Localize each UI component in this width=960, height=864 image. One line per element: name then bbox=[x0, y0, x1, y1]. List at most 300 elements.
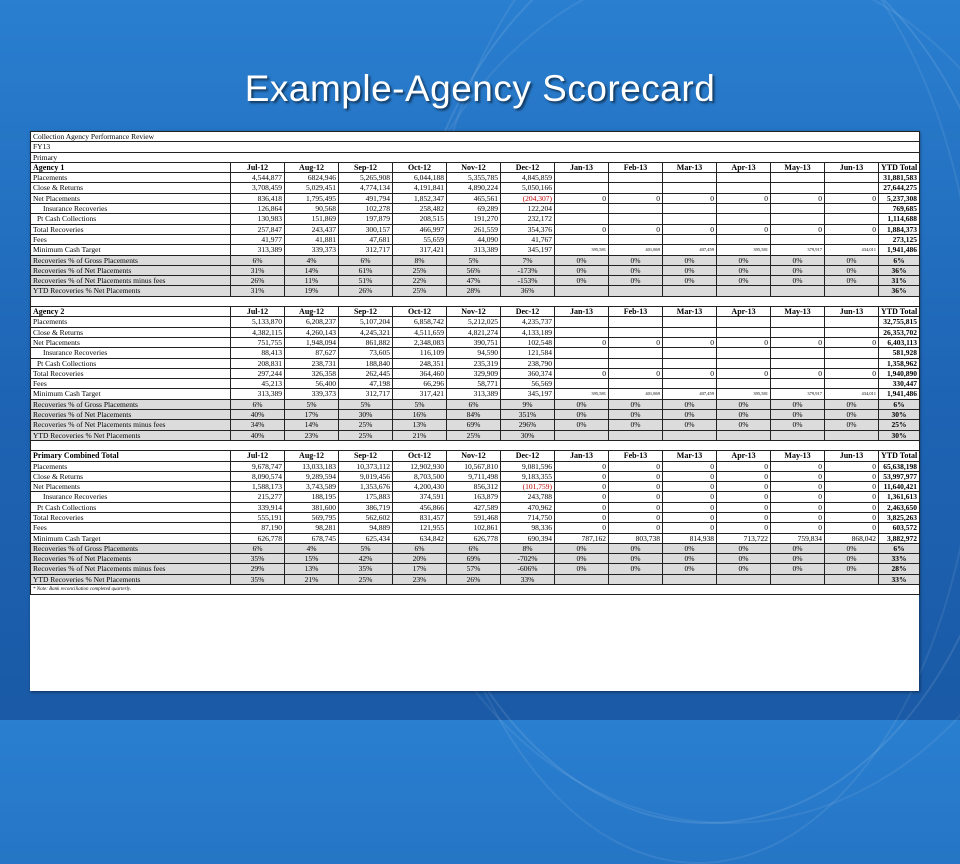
table-cell: 0 bbox=[609, 471, 663, 481]
table-cell: -153% bbox=[501, 276, 555, 286]
table-cell: 0% bbox=[825, 420, 879, 430]
table-cell: 407,459 bbox=[663, 245, 717, 255]
table-row bbox=[31, 502, 920, 512]
table-cell bbox=[663, 286, 717, 296]
table-cell: 0 bbox=[663, 368, 717, 378]
table-cell: 0 bbox=[717, 523, 771, 533]
table-cell bbox=[825, 574, 879, 584]
table-cell: 4,260,143 bbox=[285, 327, 339, 337]
table-cell: 47,681 bbox=[339, 234, 393, 244]
table-row bbox=[31, 523, 920, 533]
table-cell: 0 bbox=[717, 368, 771, 378]
table-cell: 53,997,977 bbox=[879, 471, 920, 481]
table-cell: 191,270 bbox=[447, 214, 501, 224]
table-row bbox=[31, 286, 920, 296]
month-header: May-13 bbox=[771, 451, 825, 461]
table-cell: 0% bbox=[771, 399, 825, 409]
month-header: Sep-12 bbox=[339, 162, 393, 172]
table-cell bbox=[717, 286, 771, 296]
table-cell: 831,457 bbox=[393, 512, 447, 522]
table-cell: 34% bbox=[231, 420, 285, 430]
table-cell: 4,845,859 bbox=[501, 173, 555, 183]
table-cell: 339,914 bbox=[231, 502, 285, 512]
table-cell: 1,795,495 bbox=[285, 193, 339, 203]
table-cell: 339,373 bbox=[285, 389, 339, 399]
table-cell: 41,977 bbox=[231, 234, 285, 244]
table-cell: 9,289,594 bbox=[285, 471, 339, 481]
table-cell: 0 bbox=[771, 224, 825, 234]
table-cell: 4% bbox=[285, 255, 339, 265]
table-cell: 2,348,083 bbox=[393, 337, 447, 347]
table-cell: 69,289 bbox=[447, 204, 501, 214]
table-cell: 1,353,676 bbox=[339, 482, 393, 492]
table-cell bbox=[825, 327, 879, 337]
table-cell: 126,864 bbox=[231, 204, 285, 214]
month-header: Jul-12 bbox=[231, 162, 285, 172]
month-header: Aug-12 bbox=[285, 162, 339, 172]
row-label: Placements bbox=[31, 461, 231, 471]
table-cell: 16% bbox=[393, 410, 447, 420]
table-cell: 0 bbox=[717, 224, 771, 234]
table-cell bbox=[663, 204, 717, 214]
month-header: YTD Total bbox=[879, 162, 920, 172]
table-cell: 0 bbox=[555, 461, 609, 471]
table-row bbox=[31, 430, 920, 440]
table-cell: 5% bbox=[447, 255, 501, 265]
table-cell: 0% bbox=[825, 265, 879, 275]
row-label: Placements bbox=[31, 173, 231, 183]
table-cell: 0 bbox=[663, 512, 717, 522]
table-cell: 257,847 bbox=[231, 224, 285, 234]
table-cell: 0% bbox=[555, 420, 609, 430]
table-cell: 14% bbox=[285, 420, 339, 430]
table-row bbox=[31, 564, 920, 574]
table-cell: 0 bbox=[825, 492, 879, 502]
table-cell: 8,703,500 bbox=[393, 471, 447, 481]
table-row bbox=[31, 348, 920, 358]
report-group: Primary bbox=[31, 152, 920, 162]
table-cell: 9,019,456 bbox=[339, 471, 393, 481]
table-cell bbox=[555, 317, 609, 327]
table-cell: 769,685 bbox=[879, 204, 920, 214]
table-cell: 188,840 bbox=[339, 358, 393, 368]
table-cell: 6% bbox=[231, 543, 285, 553]
table-row bbox=[31, 327, 920, 337]
table-cell: 26% bbox=[447, 574, 501, 584]
table-cell bbox=[555, 286, 609, 296]
table-cell: 10,373,112 bbox=[339, 461, 393, 471]
table-cell: 4,382,115 bbox=[231, 327, 285, 337]
table-cell: 0 bbox=[663, 461, 717, 471]
row-label: Fees bbox=[31, 379, 231, 389]
table-cell: 0 bbox=[771, 368, 825, 378]
table-cell bbox=[663, 183, 717, 193]
table-cell: 8% bbox=[393, 255, 447, 265]
table-cell: 36% bbox=[879, 286, 920, 296]
table-cell: 0 bbox=[825, 337, 879, 347]
month-header: Apr-13 bbox=[717, 162, 771, 172]
section-name: Primary Combined Total bbox=[31, 451, 231, 461]
table-cell: 0 bbox=[717, 482, 771, 492]
table-cell: 1,941,486 bbox=[879, 245, 920, 255]
table-cell: 0% bbox=[771, 554, 825, 564]
slide-title: Example-Agency Scorecard bbox=[244, 68, 716, 109]
table-cell bbox=[825, 358, 879, 368]
table-cell: 4,821,274 bbox=[447, 327, 501, 337]
table-cell: 0 bbox=[771, 502, 825, 512]
table-cell bbox=[609, 234, 663, 244]
table-cell: 51% bbox=[339, 276, 393, 286]
month-header: Oct-12 bbox=[393, 162, 447, 172]
table-cell: 28% bbox=[879, 564, 920, 574]
table-cell bbox=[771, 214, 825, 224]
table-cell: 836,418 bbox=[231, 193, 285, 203]
table-cell: 313,389 bbox=[447, 389, 501, 399]
table-cell: 0% bbox=[609, 543, 663, 553]
table-cell: 297,244 bbox=[231, 368, 285, 378]
month-header: YTD Total bbox=[879, 307, 920, 317]
table-cell bbox=[555, 204, 609, 214]
table-cell: 868,042 bbox=[825, 533, 879, 543]
table-cell: 0 bbox=[825, 461, 879, 471]
table-cell: 0% bbox=[555, 265, 609, 275]
table-cell: 14% bbox=[285, 265, 339, 275]
table-row bbox=[31, 410, 920, 420]
table-cell: 58,771 bbox=[447, 379, 501, 389]
row-label: Total Recoveries bbox=[31, 224, 231, 234]
table-cell: 69% bbox=[447, 554, 501, 564]
table-cell: 215,277 bbox=[231, 492, 285, 502]
table-cell: 5,355,785 bbox=[447, 173, 501, 183]
table-cell: 94,590 bbox=[447, 348, 501, 358]
table-cell: 25% bbox=[339, 420, 393, 430]
table-cell bbox=[609, 379, 663, 389]
table-cell: 0% bbox=[555, 543, 609, 553]
table-cell: 0 bbox=[609, 224, 663, 234]
table-cell: 395,581 bbox=[717, 389, 771, 399]
table-cell bbox=[825, 214, 879, 224]
table-cell: 0% bbox=[825, 399, 879, 409]
table-row bbox=[31, 533, 920, 543]
table-cell: 313,389 bbox=[447, 245, 501, 255]
month-header: Sep-12 bbox=[339, 451, 393, 461]
month-header: Apr-13 bbox=[717, 451, 771, 461]
table-cell: 326,358 bbox=[285, 368, 339, 378]
table-cell: 751,755 bbox=[231, 337, 285, 347]
table-cell: 13% bbox=[285, 564, 339, 574]
table-cell bbox=[825, 183, 879, 193]
table-cell: 6% bbox=[339, 255, 393, 265]
table-row bbox=[31, 183, 920, 193]
table-cell bbox=[555, 430, 609, 440]
table-cell: 3,882,972 bbox=[879, 533, 920, 543]
row-label: Recoveries % of Net Placements minus fees bbox=[31, 276, 231, 286]
table-cell: 9,711,498 bbox=[447, 471, 501, 481]
table-row bbox=[31, 204, 920, 214]
table-cell: 0% bbox=[663, 420, 717, 430]
row-label: Close & Returns bbox=[31, 471, 231, 481]
table-cell: 0 bbox=[609, 512, 663, 522]
table-cell: 6% bbox=[447, 399, 501, 409]
table-row bbox=[31, 337, 920, 347]
table-cell: 0 bbox=[609, 368, 663, 378]
month-header: Dec-12 bbox=[501, 162, 555, 172]
table-cell bbox=[717, 173, 771, 183]
table-cell: 258,482 bbox=[393, 204, 447, 214]
table-cell: 1,948,094 bbox=[285, 337, 339, 347]
table-cell: 4,544,877 bbox=[231, 173, 285, 183]
table-row bbox=[31, 358, 920, 368]
section-header-row bbox=[31, 162, 920, 172]
table-cell: 73,605 bbox=[339, 348, 393, 358]
row-label: Net Placements bbox=[31, 193, 231, 203]
table-cell: 4,245,321 bbox=[339, 327, 393, 337]
row-label: Net Placements bbox=[31, 337, 231, 347]
table-cell bbox=[609, 204, 663, 214]
table-cell: 40% bbox=[231, 430, 285, 440]
table-cell: 0% bbox=[609, 420, 663, 430]
table-cell: 5,029,451 bbox=[285, 183, 339, 193]
table-cell: 175,883 bbox=[339, 492, 393, 502]
row-label: YTD Recoveries % Net Placements bbox=[31, 574, 231, 584]
table-cell bbox=[663, 317, 717, 327]
table-cell: (101,759) bbox=[501, 482, 555, 492]
table-cell: 626,778 bbox=[231, 533, 285, 543]
table-cell: 390,751 bbox=[447, 337, 501, 347]
table-cell: 0 bbox=[825, 368, 879, 378]
table-cell: 61% bbox=[339, 265, 393, 275]
table-cell: 188,195 bbox=[285, 492, 339, 502]
table-cell bbox=[771, 348, 825, 358]
table-cell: 0% bbox=[663, 265, 717, 275]
table-cell: 40% bbox=[231, 410, 285, 420]
table-cell: 6% bbox=[231, 255, 285, 265]
table-cell: 339,373 bbox=[285, 245, 339, 255]
row-label: Pt Cash Collections bbox=[31, 502, 231, 512]
table-cell: 0 bbox=[771, 492, 825, 502]
table-cell: 0 bbox=[825, 502, 879, 512]
row-label: Recoveries % of Net Placements minus fees bbox=[31, 420, 231, 430]
table-cell: 35% bbox=[339, 564, 393, 574]
table-cell: 625,434 bbox=[339, 533, 393, 543]
table-cell: 0 bbox=[771, 337, 825, 347]
table-cell: 0% bbox=[771, 276, 825, 286]
table-cell: 0 bbox=[825, 523, 879, 533]
month-header: Mar-13 bbox=[663, 451, 717, 461]
table-cell: 2,463,650 bbox=[879, 502, 920, 512]
table-cell: 0% bbox=[825, 543, 879, 553]
table-cell: 4,774,134 bbox=[339, 183, 393, 193]
table-cell: 351% bbox=[501, 410, 555, 420]
table-cell bbox=[555, 327, 609, 337]
table-cell: 248,351 bbox=[393, 358, 447, 368]
table-row bbox=[31, 492, 920, 502]
table-cell bbox=[609, 214, 663, 224]
table-cell: 36% bbox=[501, 286, 555, 296]
table-cell: 273,125 bbox=[879, 234, 920, 244]
row-label: Minimum Cash Target bbox=[31, 533, 231, 543]
table-cell: 69% bbox=[447, 420, 501, 430]
table-cell: 0% bbox=[609, 255, 663, 265]
spacer-cell bbox=[31, 296, 920, 306]
table-cell bbox=[663, 173, 717, 183]
table-cell bbox=[609, 348, 663, 358]
month-header: Sep-12 bbox=[339, 307, 393, 317]
month-header: Feb-13 bbox=[609, 162, 663, 172]
table-cell bbox=[609, 430, 663, 440]
table-cell: 21% bbox=[285, 574, 339, 584]
table-cell: 17% bbox=[393, 564, 447, 574]
table-cell bbox=[825, 348, 879, 358]
table-cell: 0% bbox=[609, 554, 663, 564]
table-row bbox=[31, 276, 920, 286]
month-header: Feb-13 bbox=[609, 307, 663, 317]
table-row bbox=[31, 399, 920, 409]
table-cell bbox=[609, 173, 663, 183]
table-cell: 345,197 bbox=[501, 245, 555, 255]
table-cell: 5% bbox=[393, 399, 447, 409]
table-cell: 0 bbox=[771, 482, 825, 492]
table-cell: 300,157 bbox=[339, 224, 393, 234]
table-cell: 603,572 bbox=[879, 523, 920, 533]
month-header: Nov-12 bbox=[447, 307, 501, 317]
table-cell bbox=[663, 234, 717, 244]
table-cell: 0 bbox=[771, 461, 825, 471]
table-cell: 0 bbox=[609, 482, 663, 492]
month-header: Mar-13 bbox=[663, 307, 717, 317]
table-cell: 360,374 bbox=[501, 368, 555, 378]
table-cell bbox=[663, 214, 717, 224]
table-cell: 678,745 bbox=[285, 533, 339, 543]
table-cell: 0% bbox=[825, 564, 879, 574]
report-title: Collection Agency Performance Review bbox=[31, 132, 920, 142]
table-cell: 26% bbox=[339, 286, 393, 296]
table-cell: 57% bbox=[447, 564, 501, 574]
spacer-cell bbox=[31, 440, 920, 450]
table-cell: 44,090 bbox=[447, 234, 501, 244]
table-row bbox=[31, 512, 920, 522]
table-cell bbox=[717, 317, 771, 327]
table-cell: 56,569 bbox=[501, 379, 555, 389]
table-cell: 803,738 bbox=[609, 533, 663, 543]
table-cell: 6% bbox=[393, 543, 447, 553]
section-name: Agency 2 bbox=[31, 307, 231, 317]
table-cell: 0% bbox=[825, 410, 879, 420]
table-cell: 0 bbox=[663, 193, 717, 203]
row-label: Minimum Cash Target bbox=[31, 245, 231, 255]
table-cell: 581,928 bbox=[879, 348, 920, 358]
table-cell: 98,281 bbox=[285, 523, 339, 533]
month-header: Dec-12 bbox=[501, 451, 555, 461]
row-label: Recoveries % of Gross Placements bbox=[31, 399, 231, 409]
table-cell bbox=[609, 327, 663, 337]
table-cell: 0% bbox=[555, 410, 609, 420]
table-cell: 296% bbox=[501, 420, 555, 430]
table-cell: 0 bbox=[717, 492, 771, 502]
table-cell: 31% bbox=[231, 265, 285, 275]
table-cell bbox=[717, 234, 771, 244]
table-cell: 90,568 bbox=[285, 204, 339, 214]
table-cell: 15% bbox=[285, 554, 339, 564]
table-cell: 364,460 bbox=[393, 368, 447, 378]
table-cell: 0% bbox=[771, 564, 825, 574]
table-cell bbox=[555, 214, 609, 224]
table-cell: 0 bbox=[555, 224, 609, 234]
table-cell: 0 bbox=[663, 523, 717, 533]
table-cell: -702% bbox=[501, 554, 555, 564]
table-cell: 313,389 bbox=[231, 389, 285, 399]
month-header: Oct-12 bbox=[393, 307, 447, 317]
table-cell bbox=[555, 574, 609, 584]
table-cell: 8% bbox=[501, 543, 555, 553]
table-cell: 102,861 bbox=[447, 523, 501, 533]
table-cell: 0 bbox=[555, 193, 609, 203]
table-cell: 562,602 bbox=[339, 512, 393, 522]
table-cell: 0% bbox=[717, 265, 771, 275]
table-cell: 26,353,702 bbox=[879, 327, 920, 337]
table-cell: 861,882 bbox=[339, 337, 393, 347]
table-cell: 45,213 bbox=[231, 379, 285, 389]
month-header: Aug-12 bbox=[285, 451, 339, 461]
table-cell: 381,600 bbox=[285, 502, 339, 512]
table-cell: 4,191,841 bbox=[393, 183, 447, 193]
table-cell: 634,842 bbox=[393, 533, 447, 543]
table-cell: 0 bbox=[663, 482, 717, 492]
table-cell: 0 bbox=[555, 482, 609, 492]
table-cell bbox=[717, 348, 771, 358]
table-cell: 23% bbox=[285, 430, 339, 440]
table-cell: 35% bbox=[231, 554, 285, 564]
table-cell: 0 bbox=[825, 224, 879, 234]
table-cell bbox=[825, 317, 879, 327]
month-header: Jan-13 bbox=[555, 162, 609, 172]
table-cell bbox=[717, 327, 771, 337]
table-row bbox=[31, 482, 920, 492]
table-cell: 66,296 bbox=[393, 379, 447, 389]
table-cell: 11% bbox=[285, 276, 339, 286]
row-label: Recoveries % of Net Placements bbox=[31, 265, 231, 275]
table-cell: 25% bbox=[393, 286, 447, 296]
section-header-row bbox=[31, 451, 920, 461]
row-label: Insurance Recoveries bbox=[31, 492, 231, 502]
table-cell bbox=[663, 327, 717, 337]
table-cell: 23% bbox=[393, 574, 447, 584]
table-cell bbox=[609, 317, 663, 327]
table-cell: 4,133,189 bbox=[501, 327, 555, 337]
table-cell: 434,011 bbox=[825, 245, 879, 255]
month-header: Jun-13 bbox=[825, 451, 879, 461]
table-cell: 0% bbox=[663, 564, 717, 574]
table-cell: 401,869 bbox=[609, 245, 663, 255]
table-cell bbox=[609, 358, 663, 368]
table-cell: 6% bbox=[447, 543, 501, 553]
table-cell: 1,940,890 bbox=[879, 368, 920, 378]
table-cell: 6% bbox=[879, 543, 920, 553]
row-label: Fees bbox=[31, 523, 231, 533]
table-cell: 197,879 bbox=[339, 214, 393, 224]
table-cell: 9,081,596 bbox=[501, 461, 555, 471]
table-cell: 0 bbox=[717, 512, 771, 522]
table-cell bbox=[555, 173, 609, 183]
table-cell: 3,743,589 bbox=[285, 482, 339, 492]
table-cell: 5% bbox=[285, 399, 339, 409]
table-cell: 130,983 bbox=[231, 214, 285, 224]
table-row bbox=[31, 471, 920, 481]
table-cell: 0% bbox=[555, 554, 609, 564]
month-header: May-13 bbox=[771, 307, 825, 317]
row-label: Pt Cash Collections bbox=[31, 214, 231, 224]
row-label: Minimum Cash Target bbox=[31, 389, 231, 399]
